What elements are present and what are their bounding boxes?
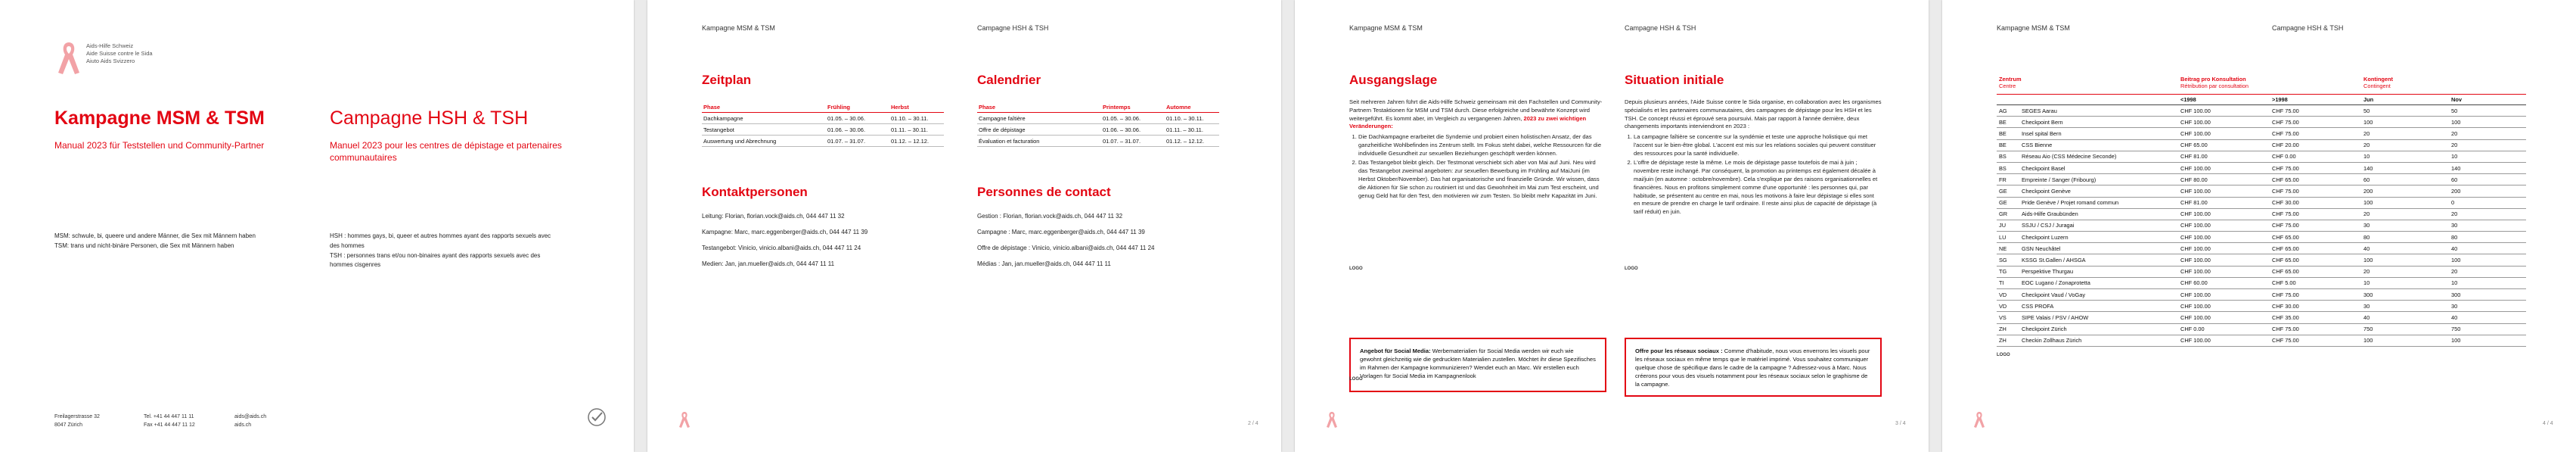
list-item: 1. Die Dachkampagne erarbeitet die Syndemie und probiert einen holistischen Ansatz, der das ganzheitliche Wohlbefinden ins Zentrum stellt. Im Fokus steht dabei, welche Ressourcen für die individuelle Gesundheit zur sexuellen Beziehungen geschöpft werden können.	[1358, 133, 1606, 157]
table-row	[1997, 139, 2526, 151]
table-row	[1997, 301, 2526, 312]
table-row	[1997, 162, 2526, 173]
table-cell: CHF 100.00	[2178, 117, 2270, 128]
table-cell: 40	[2361, 243, 2449, 254]
table-cell: CHF 75.00	[2270, 220, 2361, 231]
table-cell: 100	[2361, 254, 2449, 266]
contact-line: Kampagne: Marc, marc.eggenberger@aids.ch, 044 447 11 39	[702, 229, 868, 235]
table-row	[1997, 277, 2526, 288]
table-cell: KSSG St.Gallen / AHSGA	[2019, 254, 2178, 266]
table-cell: CHF 0.00	[2178, 323, 2270, 335]
table-subheader: <1998	[2178, 95, 2270, 105]
table-row	[702, 136, 944, 147]
table-cell: 10	[2449, 151, 2526, 162]
table-cell: Checkin Zollhaus Zürich	[2019, 335, 2178, 346]
page-number: 4 / 4	[2543, 421, 2553, 426]
table-cell: VD	[1997, 289, 2019, 301]
table-subheader: >1998	[2270, 95, 2361, 105]
subtitle-fr: Manuel 2023 pour les centres de dépistage et partenaires communautaires	[330, 140, 562, 163]
table-row	[1997, 151, 2526, 162]
table-row	[977, 124, 1219, 136]
separator-logo: LOGO	[1997, 353, 2010, 357]
table-cell: 20	[2449, 139, 2526, 151]
table-cell: CHF 100.00	[2178, 162, 2270, 173]
table-cell: CHF 75.00	[2270, 105, 2361, 117]
table-cell: CHF 60.00	[2178, 277, 2270, 288]
table-cell: CHF 100.00	[2178, 232, 2270, 243]
logo-line-3: Aiuto Aids Svizzero	[86, 57, 135, 64]
title-de: Kampagne MSM & TSM	[54, 108, 265, 129]
table-cell: 01.06. – 30.06.	[826, 124, 889, 136]
table-cell: BE	[1997, 139, 2019, 151]
page-4	[1942, 0, 2576, 452]
table-cell: BE	[1997, 117, 2019, 128]
description-fr: HSH : hommes gays, bi, queer et autres hommes ayant des rapports sexuels avec des hommes TSH : personnes trans et/ou non-binaires ayant des rapports sexuels avec des hommes cisgenres	[330, 232, 551, 269]
table-cell: 0	[2449, 197, 2526, 208]
table-cell: Évaluation et facturation	[977, 136, 1101, 147]
table-cell: 30	[2361, 220, 2449, 231]
table-cell: 300	[2361, 289, 2449, 301]
table-cell: CHF 100.00	[2178, 243, 2270, 254]
table-header: Phase	[702, 101, 826, 113]
table-cell: Empreinte / Sanger (Fribourg)	[2019, 174, 2178, 185]
table-cell: CHF 65.00	[2270, 254, 2361, 266]
table-row	[702, 124, 944, 136]
contacts-list-de	[702, 214, 867, 277]
table-cell: CHF 65.00	[2270, 243, 2361, 254]
box-heading: Offre pour les réseaux sociaux :	[1635, 348, 1723, 354]
running-header-fr: Campagne HSH & TSH	[1625, 24, 1696, 32]
table-cell: CHF 100.00	[2178, 220, 2270, 231]
footer-address-line: Freilagerstrasse 32	[54, 414, 100, 419]
contribution-table	[1997, 76, 2526, 347]
table-cell: 40	[2361, 312, 2449, 323]
list-item: 1. La campagne faîtière se concentre sur la syndémie et teste une approche holistique qui met l'accent sur le bien-être global. L'accent est mis sur les relations sociales qui peuvent constituer des ressources pour la santé individuelle.	[1634, 133, 1882, 157]
table-cell: 01.07. – 31.07.	[1101, 136, 1165, 147]
table-cell: Pride Genève / Projet romand commun	[2019, 197, 2178, 208]
certification-seal-icon	[587, 407, 607, 427]
table-cell: 01.12. – 12.12.	[889, 136, 944, 147]
social-media-box-de	[1349, 338, 1606, 392]
schedule-table-de	[702, 101, 944, 147]
running-header-fr: Campagne HSH & TSH	[977, 24, 1049, 32]
ribbon-logo-icon	[1325, 410, 1339, 429]
running-header-de: Kampagne MSM & TSM	[1997, 24, 2070, 32]
separator-logo: LOGO	[1349, 377, 1363, 382]
table-subheader: Nov	[2449, 95, 2526, 105]
table-cell: 30	[2361, 301, 2449, 312]
contacts-list-fr	[977, 214, 1155, 277]
title-fr: Campagne HSH & TSH	[330, 108, 529, 129]
table-cell: 01.10. – 30.11.	[1165, 113, 1219, 124]
table-cell: 200	[2449, 185, 2526, 197]
footer-web[interactable]: aids.ch	[234, 422, 252, 429]
contact-line: Médias : Jan, jan.mueller@aids.ch, 044 447 11 11	[977, 260, 1111, 267]
table-cell: CHF 75.00	[2270, 335, 2361, 346]
table-cell: 01.11. – 30.11.	[1165, 124, 1219, 136]
contacts-title-de: Kontaktpersonen	[702, 185, 808, 199]
table-cell: 20	[2361, 139, 2449, 151]
table-cell: BS	[1997, 151, 2019, 162]
description-de: MSM: schwule, bi, queere und andere Männer, die Sex mit Männern haben TSM: trans und nicht-binäre Personen, die Sex mit Männern haben	[54, 232, 256, 249]
footer-contact	[234, 413, 266, 429]
table-header: Phase	[977, 101, 1101, 113]
table-row	[1997, 105, 2526, 117]
table-cell: CSS PROFA	[2019, 301, 2178, 312]
table-cell: CHF 100.00	[2178, 254, 2270, 266]
table-row	[1997, 185, 2526, 197]
footer-address-line: 8047 Zürich	[54, 422, 82, 429]
table-header-text: Zentrum	[1999, 76, 2022, 83]
table-row	[1997, 197, 2526, 208]
table-cell: CHF 30.00	[2270, 301, 2361, 312]
table-header: Printemps	[1101, 101, 1165, 113]
table-cell: 140	[2449, 162, 2526, 173]
footer-phone	[144, 413, 195, 429]
table-cell: CHF 100.00	[2178, 312, 2270, 323]
table-cell: CHF 75.00	[2270, 117, 2361, 128]
footer-address	[54, 413, 100, 429]
table-row	[1997, 266, 2526, 277]
table-cell: 40	[2449, 243, 2526, 254]
contact-line: Testangebot: Vinicio, vinicio.albani@aids.ch, 044 447 11 24	[702, 245, 861, 251]
table-header-text: Centre	[1999, 83, 2016, 89]
table-cell: 300	[2449, 289, 2526, 301]
intro-text: Seit mehreren Jahren führt die Aids-Hilfe Schweiz gemeinsam mit den Fachstellen und Community-Partnern Testaktionen für MSM und TSM durch. Diese erfolgreiche und bewährte Konzept wird weitergeführt. Es kommt aber, im Vergleich zu vergangenen Jahren,	[1349, 98, 1603, 122]
separator-logo: LOGO	[1625, 267, 1638, 271]
table-cell: Checkpoint Luzern	[2019, 232, 2178, 243]
logo-line-1: Aids-Hilfe Schweiz	[86, 42, 134, 49]
table-row	[977, 113, 1219, 124]
table-cell: 20	[2449, 128, 2526, 139]
page-number: 2 / 4	[1248, 421, 1259, 426]
table-cell: CHF 100.00	[2178, 289, 2270, 301]
page-2	[647, 0, 1281, 452]
table-cell: 20	[2361, 128, 2449, 139]
table-cell: CHF 35.00	[2270, 312, 2361, 323]
table-cell: 100	[2361, 335, 2449, 346]
schedule-title-fr: Calendrier	[977, 73, 1041, 87]
footer-tel: Tel. +41 44 447 11 11	[144, 414, 194, 419]
running-header-fr: Campagne HSH & TSH	[2272, 24, 2344, 32]
social-media-box-fr	[1625, 338, 1882, 397]
table-header-text: Contingent	[2363, 83, 2391, 89]
table-cell: 100	[2449, 117, 2526, 128]
table-cell: BE	[1997, 128, 2019, 139]
table-cell: Checkpoint Genève	[2019, 185, 2178, 197]
page-number: 3 / 4	[1895, 421, 1906, 426]
table-cell: SIPE Valais / PSV / AHOW	[2019, 312, 2178, 323]
table-cell: CHF 5.00	[2270, 277, 2361, 288]
table-cell: Dachkampagne	[702, 113, 826, 124]
table-cell: 750	[2361, 323, 2449, 335]
table-cell: Testangebot	[702, 124, 826, 136]
table-row	[1997, 117, 2526, 128]
table-cell: 01.12. – 12.12.	[1165, 136, 1219, 147]
table-row	[1997, 312, 2526, 323]
table-cell: CHF 100.00	[2178, 128, 2270, 139]
table-cell: 50	[2361, 105, 2449, 117]
table-cell: CHF 75.00	[2270, 289, 2361, 301]
table-header-contribution	[2178, 76, 2361, 91]
table-cell: CHF 100.00	[2178, 301, 2270, 312]
background-title-de: Ausgangslage	[1349, 73, 1438, 87]
table-cell: CHF 100.00	[2178, 266, 2270, 277]
table-row	[1997, 232, 2526, 243]
table-header-centre	[1997, 76, 2178, 91]
table-cell: SSJU / CSJ / Juragai	[2019, 220, 2178, 231]
table-cell: GE	[1997, 185, 2019, 197]
table-cell: 100	[2361, 197, 2449, 208]
table-cell: CHF 30.00	[2270, 197, 2361, 208]
table-cell: CHF 20.00	[2270, 139, 2361, 151]
subtitle-de: Manual 2023 für Teststellen und Community-Partner	[54, 140, 265, 151]
table-cell: 01.07. – 31.07.	[826, 136, 889, 147]
table-cell: 10	[2361, 277, 2449, 288]
table-cell: CHF 100.00	[2178, 185, 2270, 197]
table-cell: CHF 80.00	[2178, 174, 2270, 185]
table-cell: CHF 75.00	[2270, 185, 2361, 197]
table-cell: SG	[1997, 254, 2019, 266]
table-header-text: Kontingent	[2363, 76, 2393, 83]
table-cell: CHF 81.00	[2178, 151, 2270, 162]
table-cell: CHF 65.00	[2270, 174, 2361, 185]
table-cell: Perspektive Thurgau	[2019, 266, 2178, 277]
table-cell: GE	[1997, 197, 2019, 208]
table-cell: VS	[1997, 312, 2019, 323]
box-text: Werbematerialien für Social Media werden wir euch wie gewohnt gleichzeitig wie die gedruckten Materialien zustellen. Möchtet ihr diese Spezifisches im Rahmen der Kampagne kommunizieren? Wendet euch an Marc. Wir erstellen euch Vorlagen für Social Media im Kampagnenlook	[1360, 348, 1596, 379]
table-row	[1997, 335, 2526, 346]
background-text-fr	[1625, 98, 1882, 218]
page-3	[1295, 0, 1929, 452]
table-cell: BS	[1997, 162, 2019, 173]
table-cell: 01.06. – 30.06.	[1101, 124, 1165, 136]
table-cell: CHF 75.00	[2270, 162, 2361, 173]
table-cell: Checkpoint Bern	[2019, 117, 2178, 128]
table-cell: TI	[1997, 277, 2019, 288]
table-cell: Auswertung und Abrechnung	[702, 136, 826, 147]
table-row	[977, 136, 1219, 147]
schedule-table-fr	[977, 101, 1219, 147]
table-cell: NE	[1997, 243, 2019, 254]
table-cell: CHF 81.00	[2178, 197, 2270, 208]
table-cell: ZH	[1997, 323, 2019, 335]
table-cell: 100	[2449, 335, 2526, 346]
table-cell: Checkpoint Zürich	[2019, 323, 2178, 335]
ribbon-logo-icon	[56, 39, 82, 76]
table-cell: CHF 100.00	[2178, 105, 2270, 117]
table-cell: 10	[2361, 151, 2449, 162]
table-cell: Checkpoint Basel	[2019, 162, 2178, 173]
table-cell: Campagne faîtière	[977, 113, 1101, 124]
table-cell: LU	[1997, 232, 2019, 243]
table-cell: 20	[2361, 266, 2449, 277]
table-header: Frühling	[826, 101, 889, 113]
intro-highlight: 2023 zu zwei wichtigen Veränderungen:	[1349, 114, 1587, 130]
table-cell: VD	[1997, 301, 2019, 312]
table-cell: CHF 100.00	[2178, 335, 2270, 346]
page-1	[0, 0, 634, 452]
table-cell: 01.05. – 30.06.	[1101, 113, 1165, 124]
running-header-de: Kampagne MSM & TSM	[1349, 24, 1423, 32]
ribbon-logo-icon	[1972, 410, 1986, 429]
table-header: Herbst	[889, 101, 944, 113]
table-cell: 100	[2361, 117, 2449, 128]
box-heading: Angebot für Social Media:	[1360, 348, 1431, 354]
ribbon-logo-icon	[678, 410, 691, 429]
table-cell: 20	[2361, 208, 2449, 220]
table-cell: CHF 65.00	[2178, 139, 2270, 151]
table-cell: 60	[2361, 174, 2449, 185]
table-cell: 750	[2449, 323, 2526, 335]
table-cell: FR	[1997, 174, 2019, 185]
table-cell: CHF 65.00	[2270, 232, 2361, 243]
table-cell: Aids-Hilfe Graubünden	[2019, 208, 2178, 220]
footer-fax: Fax +41 44 447 11 12	[144, 422, 195, 429]
table-cell: GR	[1997, 208, 2019, 220]
contact-line: Campagne : Marc, marc.eggenberger@aids.ch, 044 447 11 39	[977, 229, 1145, 235]
contact-line: Medien: Jan, jan.mueller@aids.ch, 044 447 11 11	[702, 260, 835, 267]
table-cell: TG	[1997, 266, 2019, 277]
table-cell: EOC Lugano / Zonaprotetta	[2019, 277, 2178, 288]
table-cell: 01.05. – 30.06.	[826, 113, 889, 124]
table-cell: 50	[2449, 105, 2526, 117]
logo-line-2: Aide Suisse contre le Sida	[86, 49, 153, 57]
footer-email[interactable]: aids@aids.ch	[234, 414, 267, 419]
list-item: 2. Das Testangebot bleibt gleich. Der Testmonat verschiebt sich aber von Mai auf Juni. Neu wird das Testangebot zweimal angeboten: zur sexuellen Bewerbung im Frühling auf MaiJuni (im Herbst Oktober/November). Das hat organisatorische und finanzielle Gründe. Wir wissen, dass die Aktionen für Sie schon zu routiniert ist und das Gewohnheit im Mai zum Test erscheint, und genug Geld hat für den Test, den motivieren wir zum Testen. So bleibt mehr Kapazität im Juni.	[1358, 159, 1606, 200]
logo-text	[86, 42, 153, 64]
contact-line: Leitung: Florian, florian.vock@aids.ch, 044 447 11 32	[702, 213, 845, 220]
table-cell: 30	[2449, 301, 2526, 312]
table-cell: CHF 75.00	[2270, 323, 2361, 335]
table-cell: 200	[2361, 185, 2449, 197]
table-cell: Réseau Aio (CSS Médecine Seconde)	[2019, 151, 2178, 162]
table-cell: 40	[2449, 312, 2526, 323]
table-row	[1997, 323, 2526, 335]
table-cell: CHF 75.00	[2270, 128, 2361, 139]
table-cell: CHF 65.00	[2270, 266, 2361, 277]
table-row	[1997, 254, 2526, 266]
table-cell: 140	[2361, 162, 2449, 173]
table-cell: SEGES Aarau	[2019, 105, 2178, 117]
table-header: Automne	[1165, 101, 1219, 113]
table-cell: 01.11. – 30.11.	[889, 124, 944, 136]
intro-text: Depuis plusieurs années, l'Aide Suisse contre le Sida organise, en collaboration avec les organismes spécialisés et les partenaires communautaires, des campagnes de dépistage pour les HSH et les TSH. Ce concept réussi et éprouvé sera poursuivi. Mais par rapport à l'année dernière, deux changements importants interviendront en 2023 :	[1625, 98, 1882, 130]
separator-logo: LOGO	[1349, 267, 1363, 271]
table-cell: Checkpoint Vaud / VoGay	[2019, 289, 2178, 301]
table-header-quota	[2361, 76, 2526, 91]
table-cell: CHF 0.00	[2270, 151, 2361, 162]
table-row	[1997, 220, 2526, 231]
table-row	[1997, 289, 2526, 301]
table-cell: Offre de dépistage	[977, 124, 1101, 136]
contacts-title-fr: Personnes de contact	[977, 185, 1111, 199]
table-cell: 80	[2361, 232, 2449, 243]
table-cell: CSS Bienne	[2019, 139, 2178, 151]
table-cell: CHF 75.00	[2270, 208, 2361, 220]
contact-line: Gestion : Florian, florian.vock@aids.ch, 044 447 11 32	[977, 213, 1123, 220]
table-row	[1997, 174, 2526, 185]
list-item: 2. L'offre de dépistage reste la même. Le mois de dépistage passe toutefois de mai à juin ; novembre reste inchangé. Par conséquent, la promotion au printemps est également décalée à mai/juin (en automne : octobre/novembre). Cela s'explique par des raisons organisationnelles et financières. Nous en profitons simplement comme d'une opportunité : les personnes qui, par habitude, se présentent au centre en mai, nous les motivons à faire leur dépistage si elles sont en mesure de prendre en charge le tarif ordinaire. Il reste ainsi plus de capacité de dépistage (à tarif réduit) en juin.	[1634, 159, 1882, 216]
table-cell: Insel spital Bern	[2019, 128, 2178, 139]
table-subheader-row	[1997, 95, 2526, 105]
table-subheader: Jun	[2361, 95, 2449, 105]
table-cell: 100	[2449, 254, 2526, 266]
table-cell: AG	[1997, 105, 2019, 117]
table-header-text: Beitrag pro Konsultation	[2180, 76, 2246, 83]
table-row	[1997, 208, 2526, 220]
table-cell: 20	[2449, 208, 2526, 220]
table-cell: 10	[2449, 277, 2526, 288]
table-cell: 60	[2449, 174, 2526, 185]
table-cell: 20	[2449, 266, 2526, 277]
table-row	[1997, 243, 2526, 254]
table-header-text: Rétribution par consultation	[2180, 83, 2249, 89]
background-text-de	[1349, 98, 1606, 201]
table-cell: ZH	[1997, 335, 2019, 346]
table-row	[702, 113, 944, 124]
table-cell: 80	[2449, 232, 2526, 243]
contact-line: Offre de dépistage : Vinicio, vinicio.albani@aids.ch, 044 447 11 24	[977, 245, 1155, 251]
schedule-title-de: Zeitplan	[702, 73, 752, 87]
table-cell: 30	[2449, 220, 2526, 231]
table-cell: GSN Neuchâtel	[2019, 243, 2178, 254]
table-row	[1997, 128, 2526, 139]
table-cell: 01.10. – 30.11.	[889, 113, 944, 124]
table-cell: CHF 100.00	[2178, 208, 2270, 220]
box-text: Comme d'habitude, nous vous enverrons les visuels pour les réseaux sociaux en même temps que le matériel imprimé. Vous souhaitez communiquer quelque chose de spécifique dans le cadre de la campagne ? Adressez-vous à Marc. Nous créerons pour vous des visuels notamment pour les réseaux sociaux selon le graphisme de la campagne.	[1635, 348, 1870, 388]
running-header-de: Kampagne MSM & TSM	[702, 24, 775, 32]
background-title-fr: Situation initiale	[1625, 73, 1724, 87]
table-cell: JU	[1997, 220, 2019, 231]
